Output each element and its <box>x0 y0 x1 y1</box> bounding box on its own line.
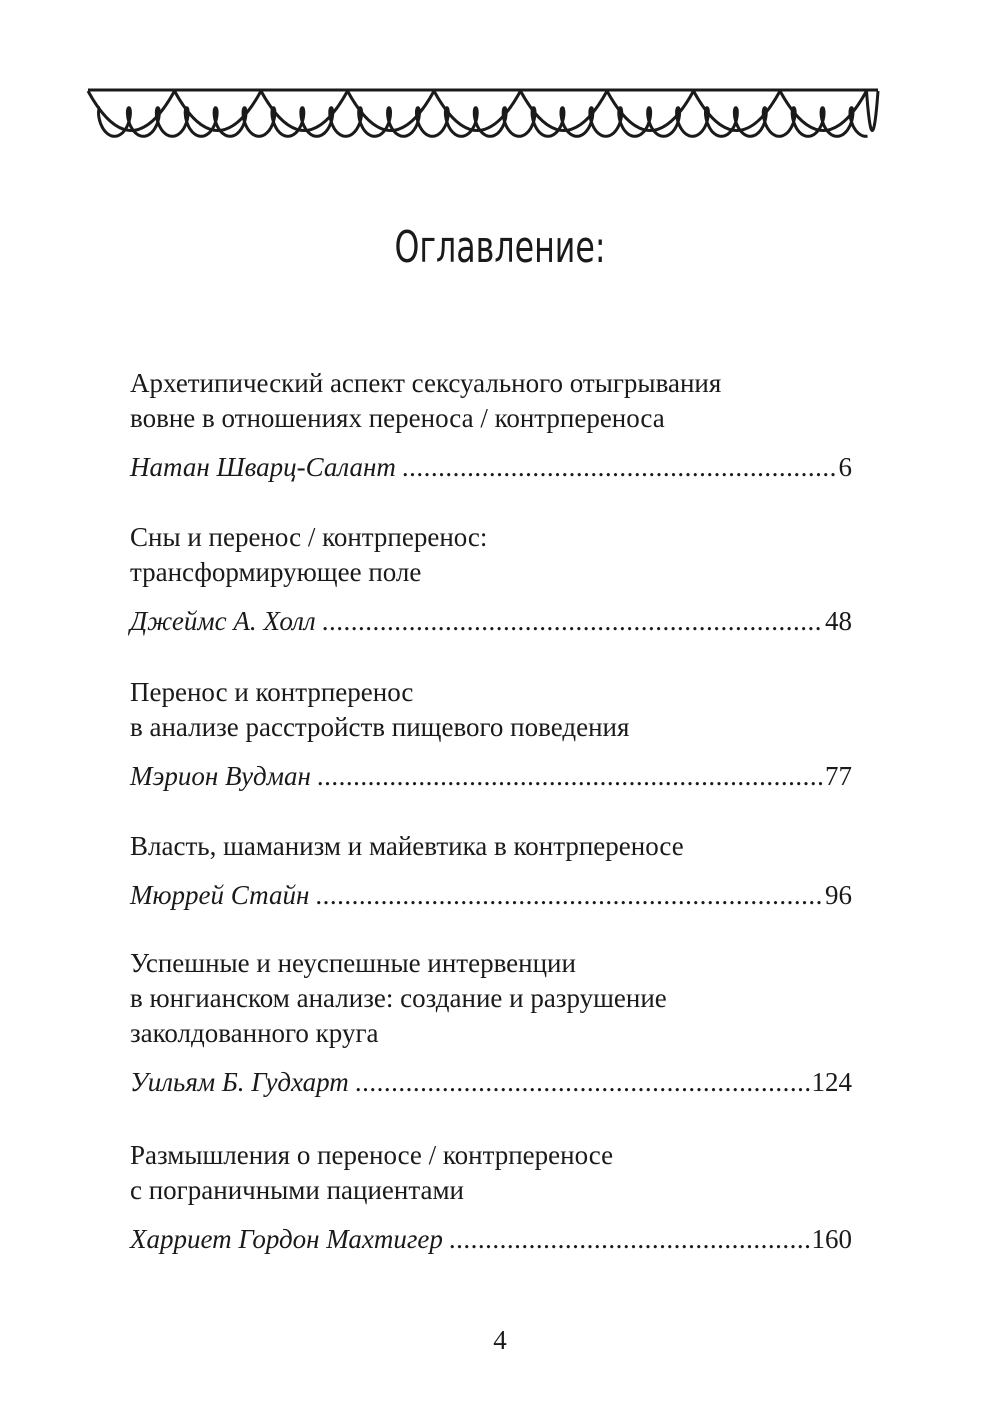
toc-entry[interactable] <box>130 520 852 643</box>
entry-author: Мюррей Стайн <box>130 880 310 910</box>
dot-leader <box>402 445 837 489</box>
dot-leader <box>322 599 823 643</box>
toc-entry[interactable] <box>130 366 852 489</box>
entry-author: Мэрион Вудман <box>130 761 311 791</box>
entry-author-row <box>130 1217 852 1261</box>
entry-page: 77 <box>825 761 852 791</box>
entry-title-line: Сны и перенос / контрперенос: <box>130 522 488 552</box>
toc-entry[interactable] <box>130 675 852 798</box>
entry-author-row <box>130 873 852 917</box>
entry-title-line: трансформирующее поле <box>130 557 422 587</box>
entry-page: 6 <box>838 452 852 482</box>
entry-page: 124 <box>811 1067 852 1097</box>
entry-title-line: Размышления о переносе / контрпереносе <box>130 1140 614 1170</box>
dot-leader <box>449 1217 810 1261</box>
entry-author-row <box>130 754 852 798</box>
toc-entry[interactable] <box>130 829 852 917</box>
entry-author: Уильям Б. Гудхарт <box>130 1067 349 1097</box>
entry-title-line: Власть, шаманизм и майевтика в контрпереносе <box>130 831 684 861</box>
page-number: 4 <box>493 1325 507 1355</box>
entry-author: Харриет Гордон Махтигер <box>130 1224 443 1254</box>
entry-title-line: заколдованного круга <box>130 1018 379 1048</box>
entry-author: Джеймс А. Холл <box>130 606 316 636</box>
entry-title-line: с пограничными пациентами <box>130 1175 465 1205</box>
entry-title-line: Успешные и неуспешные интервенции <box>130 948 576 978</box>
page-title: Оглавление: <box>394 222 606 273</box>
toc-entry[interactable] <box>130 1138 852 1261</box>
dot-leader <box>315 873 823 917</box>
entry-title-line: в анализе расстройств пищевого поведения <box>130 712 630 742</box>
entry-author-row <box>130 599 852 643</box>
entry-page: 48 <box>825 606 852 636</box>
entry-author-row <box>130 445 852 489</box>
toc-entry[interactable] <box>130 946 852 1104</box>
entry-author-row <box>130 1060 852 1104</box>
decorative-loop-border <box>0 0 1000 150</box>
entry-title-line: Архетипический аспект сексуального отыгрывания <box>130 368 722 398</box>
entry-title-line: в юнгианском анализе: создание и разрушение <box>130 983 667 1013</box>
entry-page: 96 <box>825 880 852 910</box>
entry-title-line: вовне в отношениях переноса / контрпереноса <box>130 403 665 433</box>
entry-author: Натан Шварц-Салант <box>130 452 396 482</box>
dot-leader <box>355 1060 810 1104</box>
dot-leader <box>317 754 823 798</box>
entry-title-line: Перенос и контрперенос <box>130 677 414 707</box>
entry-page: 160 <box>811 1224 852 1254</box>
